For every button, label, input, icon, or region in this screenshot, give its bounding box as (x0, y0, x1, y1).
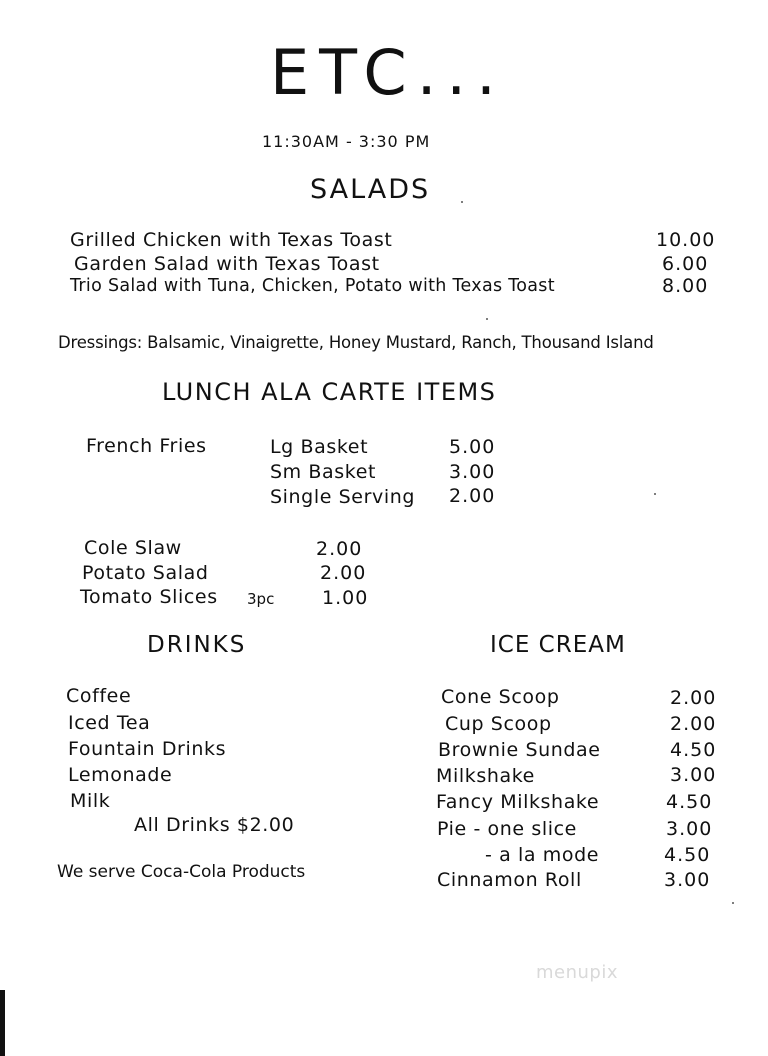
fries-option-size: Lg Basket (270, 436, 369, 458)
salad-item-price: 10.00 (656, 229, 716, 251)
fries-option-price: 2.00 (449, 485, 496, 507)
ice-cream-item-price: 4.50 (664, 844, 711, 866)
all-drinks-price: All Drinks $2.00 (134, 814, 295, 836)
ice-cream-item-name: Brownie Sundae (438, 739, 601, 761)
fries-option-size: Sm Basket (270, 461, 377, 483)
fries-option-size: Single Serving (270, 486, 416, 508)
ice-cream-item-name: Cup Scoop (445, 713, 552, 735)
speck (654, 493, 656, 495)
salads-heading: SALADS (310, 174, 431, 205)
menupix-watermark: menupix (536, 962, 619, 983)
speck (732, 902, 734, 904)
side-item-name: Tomato Slices (80, 586, 218, 608)
drink-item: Lemonade (68, 764, 173, 786)
side-item-price: 1.00 (322, 587, 369, 609)
drink-item: Iced Tea (68, 712, 151, 734)
ice-cream-item-price: 3.00 (666, 818, 713, 840)
drinks-heading: DRINKS (147, 632, 247, 658)
ice-cream-item-name: Cone Scoop (441, 686, 560, 708)
salad-item-price: 6.00 (662, 253, 709, 275)
ice-cream-item-name: Fancy Milkshake (436, 791, 600, 813)
ala-carte-heading: LUNCH ALA CARTE ITEMS (162, 378, 497, 406)
side-item-price: 2.00 (316, 538, 363, 560)
speck (461, 201, 463, 203)
salad-item-name: Grilled Chicken with Texas Toast (70, 229, 393, 251)
fries-option-price: 5.00 (449, 436, 496, 458)
side-item-name: Potato Salad (82, 562, 209, 584)
side-item-note: 3pc (247, 590, 275, 608)
ice-cream-item-name: Pie - one slice (437, 818, 577, 840)
drink-item: Fountain Drinks (68, 738, 227, 760)
ice-cream-item-price: 2.00 (670, 687, 717, 709)
fries-option-price: 3.00 (449, 461, 496, 483)
salad-item-price: 8.00 (662, 275, 709, 297)
scan-edge-bar (0, 990, 5, 1056)
ice-cream-item-price: 3.00 (670, 764, 717, 786)
ice-cream-item-price: 2.00 (670, 713, 717, 735)
french-fries-label: French Fries (86, 435, 207, 457)
side-item-name: Cole Slaw (84, 537, 182, 559)
speck (486, 318, 488, 320)
hours-text: 11:30AM - 3:30 PM (262, 132, 431, 151)
ice-cream-item-price: 4.50 (670, 739, 717, 761)
ice-cream-item-name: Cinnamon Roll (437, 869, 582, 891)
coca-cola-note: We serve Coca-Cola Products (57, 862, 306, 882)
salad-item-name: Trio Salad with Tuna, Chicken, Potato with Texas Toast (70, 276, 555, 296)
menu-title: ETC... (270, 36, 506, 109)
salad-item-name: Garden Salad with Texas Toast (74, 253, 380, 275)
drink-item: Coffee (66, 685, 132, 707)
ice-cream-item-price: 3.00 (664, 869, 711, 891)
ice-cream-item-price: 4.50 (666, 791, 713, 813)
drink-item: Milk (70, 790, 111, 812)
ice-cream-heading: ICE CREAM (490, 632, 626, 658)
ice-cream-item-name: Milkshake (436, 765, 535, 787)
ice-cream-item-name: - a la mode (485, 844, 600, 866)
side-item-price: 2.00 (320, 562, 367, 584)
dressings-text: Dressings: Balsamic, Vinaigrette, Honey Mustard, Ranch, Thousand Island (58, 333, 654, 352)
